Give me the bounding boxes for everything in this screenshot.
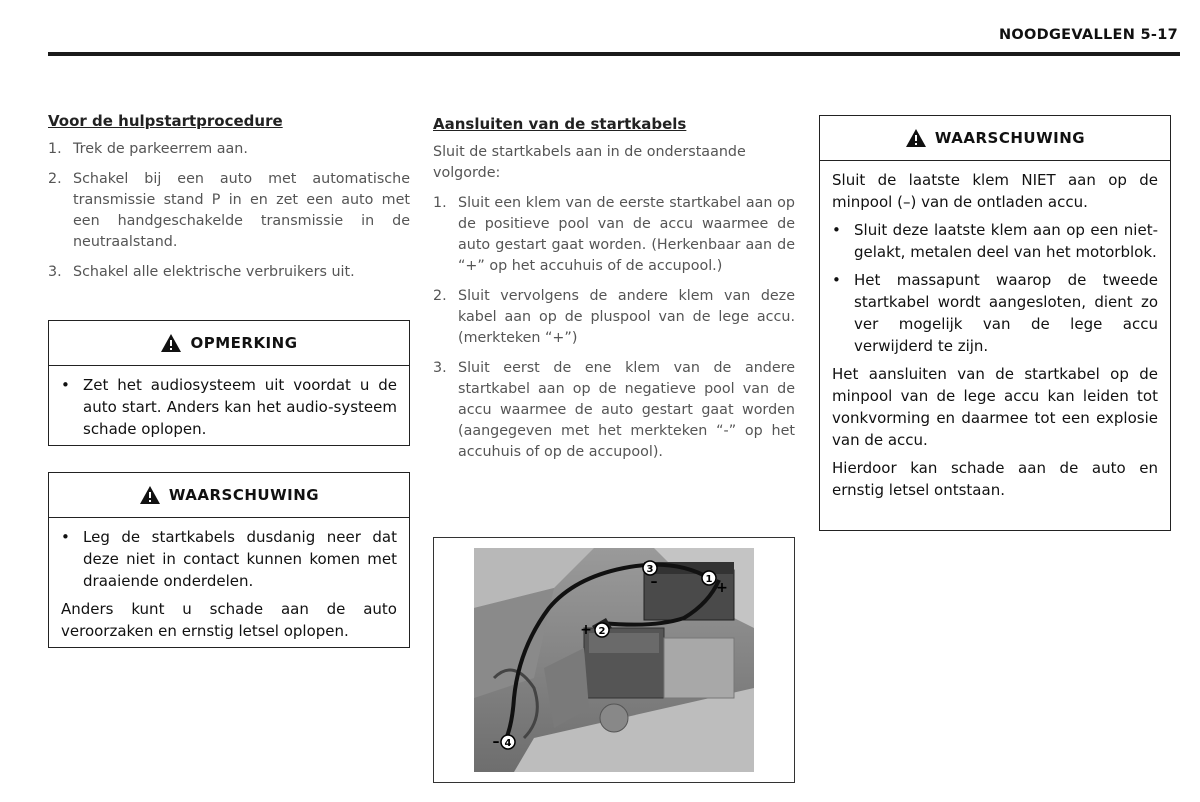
warning-triangle-icon [160, 333, 182, 353]
list-item: 1. Sluit een klem van de eerste startkabel aan op de positieve pool van de accu waarmee de auto gestart gaat worden. (Herkenbaar aan de “+” op het accuhuis of de accupool.) [433, 195, 795, 274]
note-bullet: • Zet het audiosysteem uit voordat u de auto start. Anders kan het audio-systeem schade oplopen. [61, 376, 397, 438]
before-steps-list [48, 139, 410, 283]
warning-right-intro: Sluit de laatste klem NIET aan op de minpool (–) van de ontladen accu. [832, 171, 1158, 211]
jumpstart-figure [433, 537, 795, 783]
note-box-heading: OPMERKING [190, 334, 298, 352]
note-box [48, 320, 410, 446]
svg-text:2: 2 [598, 626, 606, 637]
list-item: 2. Schakel bij een auto met automatische transmissie stand P in en zet een auto met een handgeschakelde transmissie in de neutraalstand. [48, 171, 410, 250]
warning-triangle-icon [905, 128, 927, 148]
warning-box-right-heading: WAARSCHUWING [934, 129, 1086, 147]
warning-right-bullet: • Het massapunt waarop de tweede startkabel wordt aangesloten, dient zo ver mogelijk van de lege accu verwijderd te zijn. [832, 271, 1158, 355]
section-title-before: Voor de hulpstartprocedure [48, 112, 283, 130]
svg-text:3: 3 [646, 564, 654, 575]
warning-right-para-2: Hierdoor kan schade aan de auto en ernstig letsel ontstaan. [832, 459, 1158, 499]
svg-text:+: + [716, 580, 728, 596]
list-item: 1. Trek de parkeerrem aan. [48, 141, 248, 157]
svg-text:1: 1 [705, 574, 713, 585]
header-rule [48, 52, 1180, 56]
svg-text:+: + [580, 622, 592, 638]
warning-right-bullet: • Sluit deze laatste klem aan op een niet-gelakt, metalen deel van het motorblok. [832, 221, 1158, 261]
list-item: 2. Sluit vervolgens de andere klem van deze kabel aan op de pluspool van de lege accu. (merkteken “+”) [433, 288, 795, 346]
list-item: 3. Schakel alle elektrische verbruikers uit. [48, 264, 355, 280]
svg-text:4: 4 [504, 738, 512, 749]
column-left [48, 112, 410, 292]
warning-triangle-icon [139, 485, 161, 505]
list-item: 3. Sluit eerst de ene klem van de andere startkabel aan op de negatieve pool van de accu waarmee de auto gestart gaat worden (aangegeven met het merkteken “-” op het accuhuis of op de accupool). [433, 360, 795, 460]
connect-steps-list [433, 193, 795, 463]
warning-right-para-1: Het aansluiten van de startkabel op de minpool van de lege accu kan leiden tot vonkvorming en daarmee tot een explosie van de accu. [832, 365, 1158, 449]
warning-left-bullet: • Leg de startkabels dusdanig neer dat deze niet in contact kunnen komen met draaiende onderdelen. [61, 528, 397, 590]
column-middle [433, 112, 795, 472]
warning-box-right [819, 115, 1171, 531]
engine-bay-illustration [474, 548, 754, 772]
warning-box-left-header [49, 473, 409, 518]
warning-left-para: Anders kunt u schade aan de auto veroorzaken en ernstig letsel oplopen. [61, 600, 397, 640]
connect-intro: Sluit de startkabels aan in de onderstaande volgorde: [433, 144, 746, 181]
svg-text:–: – [650, 574, 658, 590]
callout-4 [493, 734, 516, 750]
note-box-header [49, 321, 409, 366]
warning-box-left-heading: WAARSCHUWING [168, 486, 320, 504]
svg-text:–: – [492, 734, 500, 750]
section-title-connect: Aansluiten van de startkabels [433, 115, 687, 133]
page-header-title: NOODGEVALLEN 5-17 [998, 27, 1178, 43]
warning-box-left [48, 472, 410, 648]
warning-box-right-header [820, 116, 1170, 161]
